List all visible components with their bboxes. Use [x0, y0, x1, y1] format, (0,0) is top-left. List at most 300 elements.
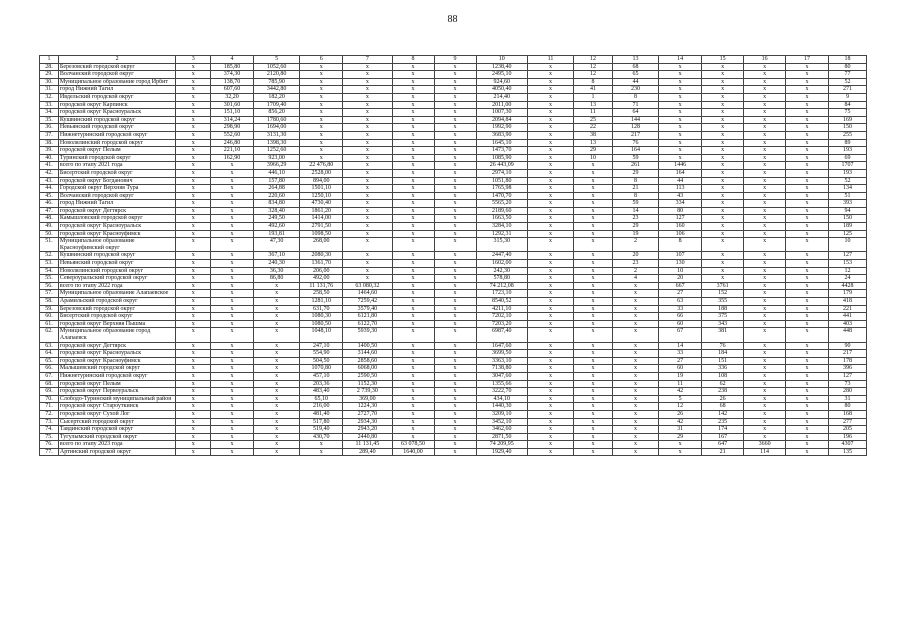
table-row — [40, 426, 867, 434]
table-row — [40, 260, 867, 268]
municipality-name-cell: городской округ Красноуфимск — [58, 357, 176, 365]
value-cell: x — [176, 298, 211, 306]
row-number-cell: 65. — [40, 357, 59, 365]
value-cell: 3699,50 — [476, 350, 527, 358]
value-cell: x — [527, 441, 573, 449]
row-number-cell: 50. — [40, 230, 59, 238]
value-cell: 12 — [574, 63, 613, 71]
municipality-name-cell: Новолялинский городской округ — [58, 139, 176, 147]
value-cell: x — [254, 433, 300, 441]
value-cell: x — [612, 380, 658, 388]
value-cell: x — [176, 139, 211, 147]
value-cell: x — [786, 372, 829, 380]
table-row — [40, 372, 867, 380]
value-cell: x — [300, 441, 343, 449]
value-cell: 924,60 — [476, 78, 527, 86]
table-row — [40, 177, 867, 185]
value-cell: x — [176, 86, 211, 94]
value-cell: x — [744, 350, 786, 358]
value-cell: x — [786, 101, 829, 109]
value-cell: 44 — [612, 78, 658, 86]
value-cell: x — [211, 418, 254, 426]
value-cell: x — [176, 260, 211, 268]
value-cell: 289,40 — [343, 448, 392, 456]
value-cell: 1080,50 — [300, 320, 343, 328]
value-cell: 1051,80 — [476, 177, 527, 185]
value-cell: x — [612, 290, 658, 298]
table-row — [40, 200, 867, 208]
value-cell: 2 739,30 — [343, 388, 392, 396]
table-row — [40, 192, 867, 200]
value-cell: x — [574, 403, 613, 411]
value-cell: x — [744, 223, 786, 231]
value-cell: 1292,31 — [476, 230, 527, 238]
value-cell: x — [392, 131, 434, 139]
value-cell: x — [392, 305, 434, 313]
value-cell: 785,90 — [254, 78, 300, 86]
table-row — [40, 185, 867, 193]
value-cell: 2528,00 — [300, 169, 343, 177]
value-cell: x — [574, 320, 613, 328]
row-number-cell: 70. — [40, 395, 59, 403]
value-cell: 2120,80 — [254, 71, 300, 79]
value-cell: 8 — [659, 238, 702, 252]
value-cell: 448 — [829, 328, 867, 342]
value-cell: 923,00 — [254, 154, 300, 162]
value-cell: x — [702, 162, 744, 170]
value-cell: x — [574, 441, 613, 449]
value-cell: x — [744, 215, 786, 223]
value-cell: x — [176, 290, 211, 298]
column-number-cell: 18 — [829, 56, 867, 64]
value-cell: 113 — [659, 185, 702, 193]
row-number-cell: 28. — [40, 63, 59, 71]
value-cell: x — [211, 185, 254, 193]
value-cell: 3579,40 — [343, 305, 392, 313]
value-cell: x — [392, 350, 434, 358]
value-cell: x — [211, 357, 254, 365]
value-cell: x — [434, 185, 476, 193]
value-cell: 220,60 — [254, 192, 300, 200]
value-cell: x — [176, 177, 211, 185]
value-cell: x — [786, 252, 829, 260]
value-cell: x — [574, 342, 613, 350]
value-cell: 1098,50 — [300, 230, 343, 238]
table-row — [40, 93, 867, 101]
value-cell: 7138,80 — [476, 365, 527, 373]
value-cell: x — [434, 177, 476, 185]
row-number-cell: 63. — [40, 342, 59, 350]
column-number-cell: 5 — [254, 56, 300, 64]
value-cell: x — [392, 223, 434, 231]
value-cell: 1238,40 — [476, 63, 527, 71]
value-cell: 4050,40 — [476, 86, 527, 94]
value-cell: x — [744, 380, 786, 388]
value-cell: x — [702, 78, 744, 86]
value-cell: x — [434, 267, 476, 275]
value-cell: 13 — [574, 139, 613, 147]
column-number-cell: 17 — [786, 56, 829, 64]
value-cell: x — [434, 260, 476, 268]
value-cell: x — [254, 395, 300, 403]
value-cell: x — [211, 230, 254, 238]
value-cell: 184 — [702, 350, 744, 358]
value-cell: x — [702, 116, 744, 124]
value-cell: 1355,66 — [476, 380, 527, 388]
row-number-cell: 40. — [40, 154, 59, 162]
row-number-cell: 51. — [40, 238, 59, 252]
value-cell: 114 — [744, 448, 786, 456]
value-cell: x — [744, 200, 786, 208]
value-cell: 107 — [659, 252, 702, 260]
value-cell: 280 — [829, 388, 867, 396]
value-cell: 29 — [659, 433, 702, 441]
value-cell: x — [211, 267, 254, 275]
row-number-cell: 37. — [40, 131, 59, 139]
value-cell: x — [702, 267, 744, 275]
value-cell: x — [574, 282, 613, 290]
value-cell: x — [434, 238, 476, 252]
value-cell: 130 — [659, 260, 702, 268]
value-cell: x — [612, 418, 658, 426]
value-cell: 65,10 — [300, 395, 343, 403]
value-cell: x — [702, 86, 744, 94]
value-cell: 1464,60 — [343, 290, 392, 298]
value-cell: x — [392, 380, 434, 388]
value-cell: x — [343, 131, 392, 139]
table-row — [40, 320, 867, 328]
value-cell: x — [786, 238, 829, 252]
value-cell: x — [527, 267, 573, 275]
value-cell: x — [612, 357, 658, 365]
value-cell: 2 — [612, 267, 658, 275]
value-cell: x — [434, 395, 476, 403]
value-cell: x — [744, 395, 786, 403]
value-cell: 59 — [612, 154, 658, 162]
value-cell: 167 — [702, 433, 744, 441]
value-cell: 271 — [829, 86, 867, 94]
value-cell: 14 — [659, 342, 702, 350]
column-number-cell: 14 — [659, 56, 702, 64]
value-cell: x — [211, 200, 254, 208]
value-cell: x — [527, 207, 573, 215]
value-cell: x — [211, 410, 254, 418]
row-number-cell: 49. — [40, 223, 59, 231]
value-cell: x — [434, 71, 476, 79]
row-number-cell: 55. — [40, 275, 59, 283]
value-cell: 71 — [612, 101, 658, 109]
value-cell: x — [434, 426, 476, 434]
municipality-name-cell: Муниципальное образование город Ирбит — [58, 78, 176, 86]
table-row — [40, 215, 867, 223]
value-cell: 76 — [612, 139, 658, 147]
value-cell: x — [434, 372, 476, 380]
value-cell: x — [176, 116, 211, 124]
value-cell: x — [434, 93, 476, 101]
value-cell: x — [254, 365, 300, 373]
value-cell: 1473,70 — [476, 147, 527, 155]
value-cell: 142 — [702, 410, 744, 418]
value-cell: x — [786, 448, 829, 456]
value-cell: 135 — [829, 448, 867, 456]
value-cell: x — [211, 350, 254, 358]
value-cell: 179 — [829, 290, 867, 298]
value-cell: x — [659, 116, 702, 124]
value-cell: 667 — [659, 282, 702, 290]
row-number-cell: 39. — [40, 147, 59, 155]
value-cell: x — [744, 410, 786, 418]
value-cell: x — [786, 109, 829, 117]
value-cell: x — [176, 342, 211, 350]
value-cell: 74 212,08 — [476, 282, 527, 290]
value-cell: 1252,60 — [254, 147, 300, 155]
value-cell: x — [786, 63, 829, 71]
column-number-cell: 11 — [527, 56, 573, 64]
value-cell: 261 — [612, 162, 658, 170]
value-cell: x — [176, 162, 211, 170]
value-cell: 1400,50 — [343, 342, 392, 350]
value-cell: x — [744, 162, 786, 170]
value-cell: x — [211, 388, 254, 396]
row-number-cell: 41. — [40, 162, 59, 170]
table-row — [40, 290, 867, 298]
row-number-cell: 72. — [40, 410, 59, 418]
value-cell: 128 — [612, 124, 658, 132]
value-cell: 1640,00 — [392, 448, 434, 456]
municipality-name-cell: городской округ Первоуральск — [58, 388, 176, 396]
value-cell: x — [211, 305, 254, 313]
value-cell: x — [392, 403, 434, 411]
value-cell: 38 — [574, 131, 613, 139]
value-cell: 11 — [574, 109, 613, 117]
value-cell: x — [343, 63, 392, 71]
value-cell: 217 — [829, 350, 867, 358]
value-cell: x — [392, 298, 434, 306]
value-cell: 856,20 — [254, 109, 300, 117]
value-cell: 1440,30 — [476, 403, 527, 411]
value-cell: 19 — [659, 372, 702, 380]
value-cell: x — [527, 93, 573, 101]
value-cell: 67 — [659, 328, 702, 342]
value-cell: 3683,90 — [476, 131, 527, 139]
value-cell: 1861,20 — [300, 207, 343, 215]
value-cell: 26 — [659, 410, 702, 418]
value-cell: x — [211, 441, 254, 449]
value-cell: x — [744, 154, 786, 162]
value-cell: 369,00 — [343, 395, 392, 403]
value-cell: 492,60 — [254, 223, 300, 231]
municipality-name-cell: городской округ Дегтярск — [58, 342, 176, 350]
value-cell: x — [786, 342, 829, 350]
value-cell: 12 — [659, 403, 702, 411]
value-cell: x — [434, 275, 476, 283]
value-cell: x — [702, 101, 744, 109]
value-cell: 1709,40 — [254, 101, 300, 109]
value-cell: 6068,00 — [343, 365, 392, 373]
value-cell: 403 — [829, 320, 867, 328]
value-cell: 144 — [612, 116, 658, 124]
value-cell: x — [434, 365, 476, 373]
value-cell: 36,30 — [254, 267, 300, 275]
value-cell: x — [574, 275, 613, 283]
row-number-cell: 66. — [40, 365, 59, 373]
value-cell: 2080,30 — [300, 252, 343, 260]
value-cell: x — [786, 282, 829, 290]
value-cell: x — [659, 131, 702, 139]
value-cell: 24 — [829, 275, 867, 283]
value-cell: x — [659, 147, 702, 155]
value-cell: 22 476,80 — [300, 162, 343, 170]
value-cell: x — [392, 154, 434, 162]
municipality-name-cell: Североуральский городской округ — [58, 275, 176, 283]
value-cell: 169 — [829, 116, 867, 124]
value-cell: 127 — [829, 372, 867, 380]
value-cell: x — [574, 426, 613, 434]
value-cell: x — [702, 185, 744, 193]
value-cell: x — [574, 260, 613, 268]
municipality-name-cell: Туринский городской округ — [58, 154, 176, 162]
value-cell: 328,40 — [254, 207, 300, 215]
value-cell: x — [211, 282, 254, 290]
table-row — [40, 63, 867, 71]
value-cell: x — [702, 169, 744, 177]
value-cell: x — [527, 78, 573, 86]
table-row — [40, 124, 867, 132]
table-row — [40, 305, 867, 313]
value-cell: 5939,30 — [343, 328, 392, 342]
value-cell: 151 — [702, 357, 744, 365]
value-cell: x — [434, 313, 476, 321]
value-cell: x — [744, 433, 786, 441]
value-cell: x — [254, 388, 300, 396]
row-number-cell: 75. — [40, 433, 59, 441]
value-cell: x — [786, 305, 829, 313]
table-row — [40, 101, 867, 109]
table-row — [40, 267, 867, 275]
value-cell: x — [786, 403, 829, 411]
value-cell: x — [527, 101, 573, 109]
municipality-name-cell: городской округ Пелым — [58, 147, 176, 155]
page-number: 88 — [447, 14, 458, 25]
value-cell: 3442,80 — [254, 86, 300, 94]
table-row — [40, 350, 867, 358]
value-cell: 77 — [829, 71, 867, 79]
value-cell: x — [176, 328, 211, 342]
value-cell: 5 — [659, 395, 702, 403]
table-row — [40, 403, 867, 411]
value-cell: x — [254, 320, 300, 328]
value-cell: x — [211, 223, 254, 231]
value-cell: x — [574, 433, 613, 441]
value-cell: x — [343, 192, 392, 200]
value-cell: 2934,30 — [343, 418, 392, 426]
table-row — [40, 328, 867, 342]
value-cell: x — [211, 192, 254, 200]
value-cell: 7202,10 — [476, 313, 527, 321]
value-cell: x — [254, 305, 300, 313]
value-cell: x — [211, 290, 254, 298]
value-cell: x — [527, 328, 573, 342]
value-cell: x — [176, 109, 211, 117]
value-cell: x — [176, 313, 211, 321]
value-cell: 1694,00 — [254, 124, 300, 132]
value-cell: x — [211, 433, 254, 441]
value-cell: x — [434, 441, 476, 449]
column-number-cell: 3 — [176, 56, 211, 64]
row-number-cell: 58. — [40, 298, 59, 306]
municipality-name-cell: Городской округ Верхняя Тура — [58, 185, 176, 193]
value-cell: x — [659, 154, 702, 162]
table-row — [40, 282, 867, 290]
value-cell: x — [744, 238, 786, 252]
value-cell: x — [702, 147, 744, 155]
value-cell: x — [612, 448, 658, 456]
value-cell: x — [434, 169, 476, 177]
row-number-cell: 34. — [40, 109, 59, 117]
table-row — [40, 448, 867, 456]
municipality-name-cell: город Нижний Тагил — [58, 200, 176, 208]
value-cell: x — [176, 200, 211, 208]
value-cell: x — [786, 267, 829, 275]
value-cell: x — [527, 372, 573, 380]
value-cell: x — [434, 298, 476, 306]
value-cell: 314,24 — [211, 116, 254, 124]
value-cell: 29 — [612, 223, 658, 231]
value-cell: x — [300, 93, 343, 101]
value-cell: 7203,20 — [476, 320, 527, 328]
value-cell: x — [343, 116, 392, 124]
value-cell: x — [211, 169, 254, 177]
value-cell: x — [176, 410, 211, 418]
value-cell: x — [300, 147, 343, 155]
value-cell: 238 — [702, 388, 744, 396]
value-cell: x — [434, 403, 476, 411]
value-cell: x — [786, 131, 829, 139]
value-cell: 20 — [659, 275, 702, 283]
value-cell: 23 — [612, 260, 658, 268]
value-cell: x — [527, 124, 573, 132]
value-cell: x — [786, 328, 829, 342]
value-cell: x — [612, 365, 658, 373]
row-number-cell: 46. — [40, 200, 59, 208]
value-cell: x — [300, 131, 343, 139]
value-cell: x — [211, 365, 254, 373]
value-cell: x — [786, 313, 829, 321]
value-cell: x — [434, 162, 476, 170]
value-cell: x — [392, 410, 434, 418]
row-number-cell: 59. — [40, 305, 59, 313]
value-cell: x — [744, 282, 786, 290]
value-cell: x — [612, 433, 658, 441]
value-cell: x — [527, 313, 573, 321]
table-body — [40, 56, 867, 456]
row-number-cell: 57. — [40, 290, 59, 298]
value-cell: x — [392, 63, 434, 71]
municipality-name-cell: Бисертский городской округ — [58, 313, 176, 321]
value-cell: 94 — [829, 207, 867, 215]
value-cell: x — [527, 410, 573, 418]
value-cell: x — [434, 380, 476, 388]
value-cell: x — [702, 124, 744, 132]
value-cell: 203,36 — [300, 380, 343, 388]
value-cell: x — [574, 380, 613, 388]
value-cell: x — [702, 192, 744, 200]
value-cell: 2974,10 — [476, 169, 527, 177]
value-cell: 517,80 — [300, 418, 343, 426]
value-cell: 27 — [659, 357, 702, 365]
value-cell: 1501,10 — [300, 185, 343, 193]
value-cell: 4307 — [829, 441, 867, 449]
